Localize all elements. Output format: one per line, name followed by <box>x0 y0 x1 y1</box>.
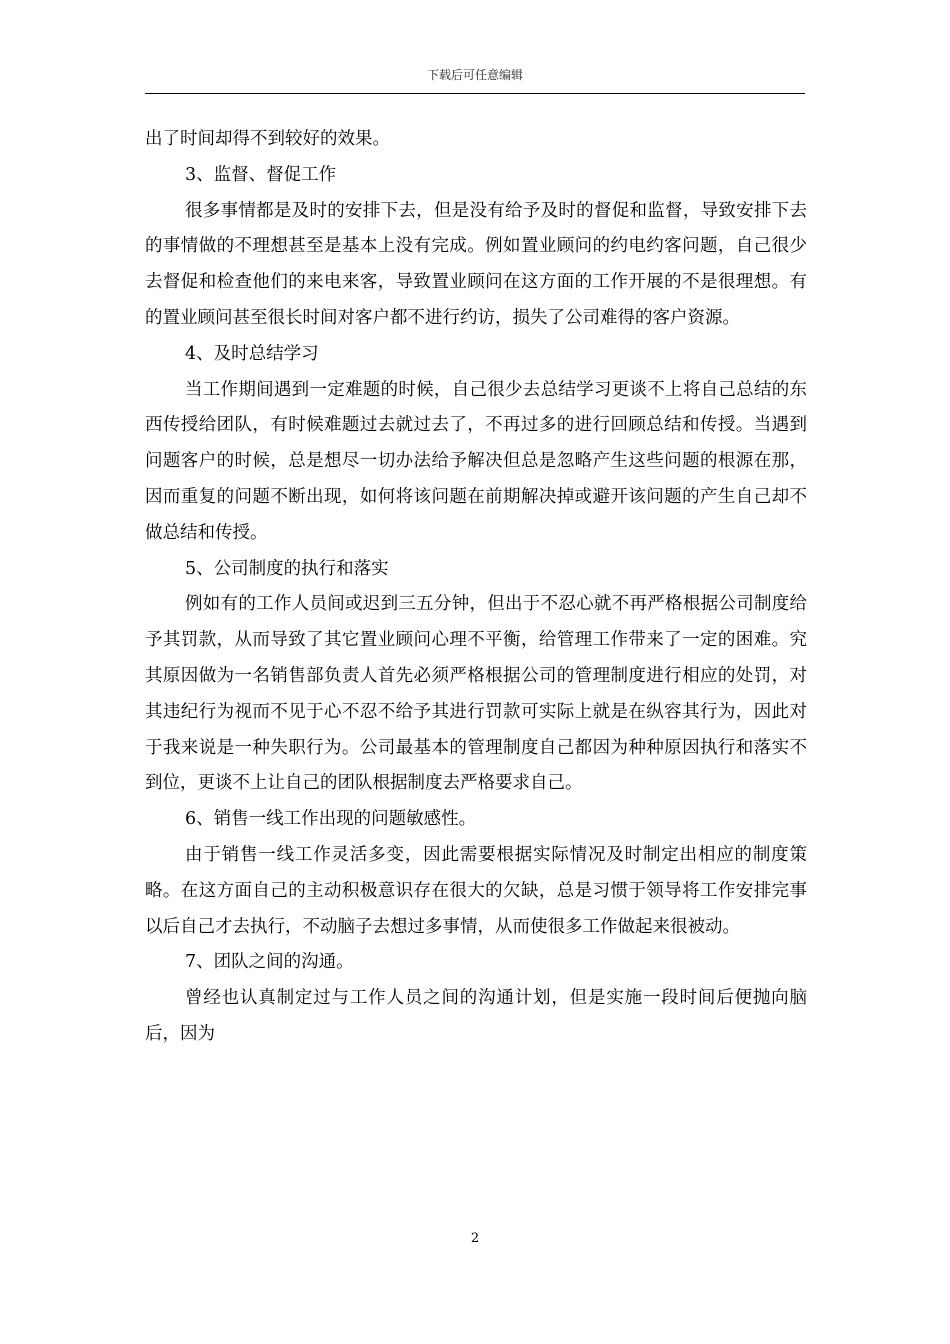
paragraph: 曾经也认真制定过与工作人员之间的沟通计划，但是实施一段时间后便抛向脑后，因为 <box>145 988 807 1044</box>
section-heading: 6、销售一线工作出现的问题敏感性。 <box>185 809 477 830</box>
header-divider <box>145 93 805 94</box>
paragraph: 例如有的工作人员间或迟到三五分钟，但出于不忍心就不再严格根据公司制度给予其罚款，从而导致了其它置业顾问心理不平衡，给管理工作带来了一定的困难。究其原因做为一名销售部负责人首先必须严格根据公司的管理制度进行相应的处罚，对其违纪行为视而不见于心不忍不给予其进行罚款可实际上就是在纵容其行为，因此对于我来说是一种失职行为。公司最基本的管理制度自己都因为种种原因执行和落实不到位，更谈不上让自己的团队根据制度去严格要求自己。 <box>145 594 807 794</box>
document-body <box>145 122 807 1053</box>
section-heading: 5、公司制度的执行和落实 <box>185 558 389 579</box>
paragraph: 由于销售一线工作灵活多变，因此需要根据实际情况及时制定出相应的制度策略。在这方面自己的主动积极意识存在很大的欠缺，总是习惯于领导将工作安排完事以后自己才去执行，不动脑子去想过多事情，从而使很多工作做起来很被动。 <box>145 844 807 937</box>
paragraph: 当工作期间遇到一定难题的时候，自己很少去总结学习更谈不上将自己总结的东西传授给团队，有时候难题过去就过去了，不再过多的进行回顾总结和传授。当遇到问题客户的时候，总是想尽一切办法给予解决但总是忽略产生这些问题的根源在那，因而重复的问题不断出现，如何将该问题在前期解决掉或避开该问题的产生自己却不做总结和传授。 <box>145 379 807 543</box>
page-number: 2 <box>470 1231 480 1246</box>
page-header: 下载后可任意编辑 <box>426 68 523 82</box>
section-heading: 4、及时总结学习 <box>185 343 319 364</box>
paragraph: 出了时间却得不到较好的效果。 <box>145 129 390 149</box>
section-heading: 7、团队之间的沟通。 <box>185 952 354 973</box>
section-heading: 3、监督、督促工作 <box>185 164 337 185</box>
paragraph: 很多事情都是及时的安排下去，但是没有给予及时的督促和监督，导致安排下去的事情做的不理想甚至是基本上没有完成。例如置业顾问的约电约客问题，自己很少去督促和检查他们的来电来客，导致置业顾问在这方面的工作开展的不是很理想。有的置业顾问甚至很长时间对客户都不进行约访，损失了公司难得的客户资源。 <box>145 200 807 328</box>
